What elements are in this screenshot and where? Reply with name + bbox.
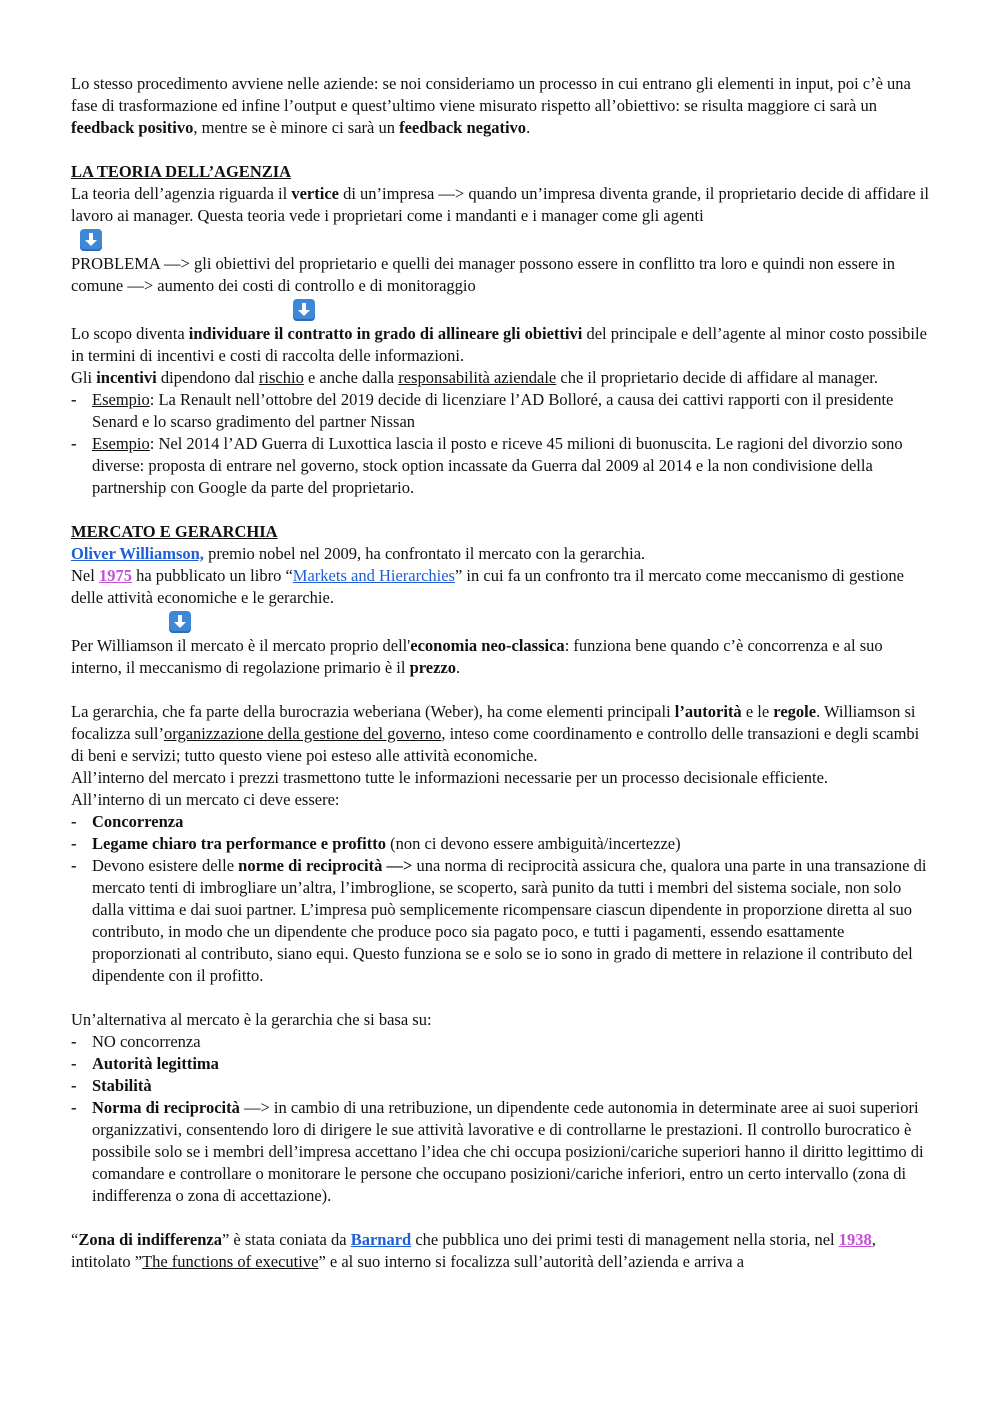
text: , inteso come coordinamento e controllo delle transazioni e degli scambi di beni e servizi; tutto questo viene poi esteso alle attività economiche. [71,724,920,765]
bold-text: Concorrenza [92,812,184,831]
text: ha pubblicato un libro “ [131,566,293,585]
bold-text: feedback negativo [399,118,527,137]
bold-text: Autorità legittima [92,1054,219,1073]
hierarchy-basis-list [71,1031,931,1207]
section-heading-market: MERCATO E GERARCHIA [71,522,278,541]
paragraph-must-be: All’interno di un mercato ci deve essere: [71,790,340,809]
text: dipendono dal [156,368,259,387]
text: che pubblica uno dei primi testi di management nella storia, nel [411,1230,839,1249]
examples-list [71,389,931,499]
bold-text: l’autorità [674,702,742,721]
text: La gerarchia, che fa parte della burocrazia weberiana (Weber), ha come elementi principali [71,702,675,721]
text: premio nobel nel 2009, ha confrontato il mercato con la gerarchia. [203,544,646,563]
arrow-row [71,609,931,635]
text: “ [71,1230,79,1249]
spacer [71,499,931,521]
down-arrow-icon [293,299,315,321]
bold-text: economia neo-classica [410,636,565,655]
text: : Nel 2014 l’AD Guerra di Luxottica lascia il posto e riceve 45 milioni di buonuscita. Le ragioni del divorzio sono diverse: proposta di entrare nel governo, stock option incassate da Guerra dal 2009 al 2014 e la non condivisione della partnership con Google da parte del proprietario. [92,434,903,497]
list-item [71,1053,931,1075]
list-item: - NO concorrenza [71,1031,931,1053]
bold-text: individuare il contratto in grado di allineare gli obiettivi [188,324,583,343]
barnard-link[interactable]: Barnard [350,1230,412,1249]
bold-text: norme di reciprocità —> [238,856,413,875]
text: ” in cui fa un confronto tra il mercato come meccanismo di gestione delle attività economiche e le gerarchie. [71,566,904,607]
bold-text: Norma di reciprocità [92,1098,240,1117]
bold-text: vertice [291,184,339,203]
section-heading-agency: LA TEORIA DELL’AGENZIA [71,162,292,181]
bold-text: Stabilità [92,1076,152,1095]
list-item [71,1075,931,1097]
example-label: Esempio [92,434,150,453]
list-item [71,389,931,433]
text: (non ci devono essere ambiguità/incertezze) [386,834,681,853]
text: . [456,658,461,677]
text: : La Renault nell’ottobre del 2019 decide di licenziare l’AD Bolloré, a causa dei cattivi rapporti con il presidente Senard e lo scarso gradimento del partner Nissan [92,390,894,431]
example-label: Esempio [92,390,150,409]
paragraph-alternative: Un’alternativa al mercato è la gerarchia che si basa su: [71,1010,432,1029]
paragraph-agency-intro [71,183,931,227]
text: Devono esistere delle [92,856,239,875]
spacer [71,139,931,161]
spacer [71,987,931,1009]
list-item [71,433,931,499]
underlined-text: rischio [258,368,304,387]
text: e le [741,702,774,721]
spacer [71,679,931,701]
year-link[interactable]: 1938 [838,1230,872,1249]
underlined-text: organizzazione della gestione del governo [164,724,442,743]
arrow-row [71,297,931,323]
text: Lo scopo diventa [71,324,189,343]
text: Gli [71,368,97,387]
text: ” è stata coniata da [221,1230,351,1249]
text: e anche dalla [303,368,399,387]
underlined-text: The functions of executive [142,1252,319,1271]
paragraph-author [71,543,931,565]
book-link[interactable]: Markets and Hierarchies [292,566,455,585]
list-item [71,855,931,987]
list-item [71,1097,931,1207]
text: —> in cambio di una retribuzione, un dipendente cede autonomia in determinate aree ai suoi superiori organizzativi, consentendo loro di dirigere le sue attività lavorative e di controllarne le prestazioni. Il controllo burocratico è possibile solo se i membri dell’impresa accettano l’idea che chi occupa posizioni/cariche superiori hanno il diritto legittimo di comandare e controllare o monitorare le persone che occupano posizioni/cariche inferiori, entro un certo intervallo (zona di indifferenza o zona di accettazione). [92,1098,924,1205]
bold-text: Legame chiaro tra performance e profitto [92,834,387,853]
author-link[interactable]: Oliver Williamson, [71,544,204,563]
bold-text: prezzo [409,658,457,677]
text: di un’impresa —> quando un’impresa diventa grande, il proprietario decide di affidare il lavoro ai manager. Questa teoria vede i proprietari come i mandanti e i manager come gli agenti [71,184,929,225]
text: ” e al suo interno si focalizza sull’autorità dell’azienda e arriva a [318,1252,745,1271]
text: Lo stesso procedimento avviene nelle aziende: se noi consideriamo un processo in cui entrano gli elementi in input, poi c’è una fase di trasformazione ed infine l’output e quest’ultimo viene misurato rispetto all’obiettivo: se risulta maggiore ci sarà un [71,74,911,115]
down-arrow-icon [169,611,191,633]
list-item [71,833,931,855]
market-requirements-list [71,811,931,987]
paragraph-book [71,565,931,609]
text: Nel [71,566,99,585]
text: . Williamson si focalizza sull’ [71,702,916,743]
paragraph-problem: PROBLEMA —> gli obiettivi del proprietario e quelli dei manager possono essere in conflitto tra loro e quindi non essere in comune —> aumento dei costi di controllo e di monitoraggio [71,254,896,295]
paragraph-feedback [71,73,931,139]
paragraph-scope [71,323,931,367]
text: del principale e dell’agente al minor costo possibile in termini di incentivi e costi di raccolta delle informazioni. [71,324,927,365]
list-item [71,811,931,833]
text: . [526,118,531,137]
paragraph-hierarchy [71,701,931,767]
paragraph-neoclassical [71,635,931,679]
text: una norma di reciprocità assicura che, qualora una parte in una transazione di mercato tenti di imbrogliare un’altra, l’imbroglione, se scoperto, sarà punito da tutti i membri del sistema sociale, non solo dalla vittima e dai suoi partner. L’impresa può semplicemente ricompensare ciascun dipendente in proporzione diretta al suo contributo, in modo che un dipendente che produce poco sia pagato poco, e tutti i pagamenti, essendo esattamente proporzionati al contributo, siano equi. Questo funziona se e solo se io sono in grado di mettere in relazione il contributo del dipendente con il profitto. [92,856,927,985]
paragraph-zone [71,1229,931,1273]
text: , intitolato ” [71,1230,876,1271]
bold-text: Zona di indifferenza [78,1230,222,1249]
down-arrow-icon [80,229,102,251]
bold-text: incentivi [96,368,157,387]
paragraph-incentives [71,367,931,389]
text: La teoria dell’agenzia riguarda il [71,184,292,203]
arrow-row [71,227,931,253]
text: , mentre se è minore ci sarà un [193,118,400,137]
bold-text: feedback positivo [71,118,194,137]
text: : funziona bene quando c’è concorrenza e al suo interno, il meccanismo di regolazione primario è il [71,636,883,677]
spacer [71,1207,931,1229]
document-page [71,73,931,1273]
text: Per Williamson il mercato è il mercato proprio dell' [71,636,411,655]
bold-text: regole [773,702,817,721]
paragraph-prices: All’interno del mercato i prezzi trasmettono tutte le informazioni necessarie per un processo decisionale efficiente. [71,768,829,787]
text: che il proprietario decide di affidare al manager. [556,368,879,387]
underlined-text: responsabilità aziendale [398,368,557,387]
year-link[interactable]: 1975 [98,566,132,585]
